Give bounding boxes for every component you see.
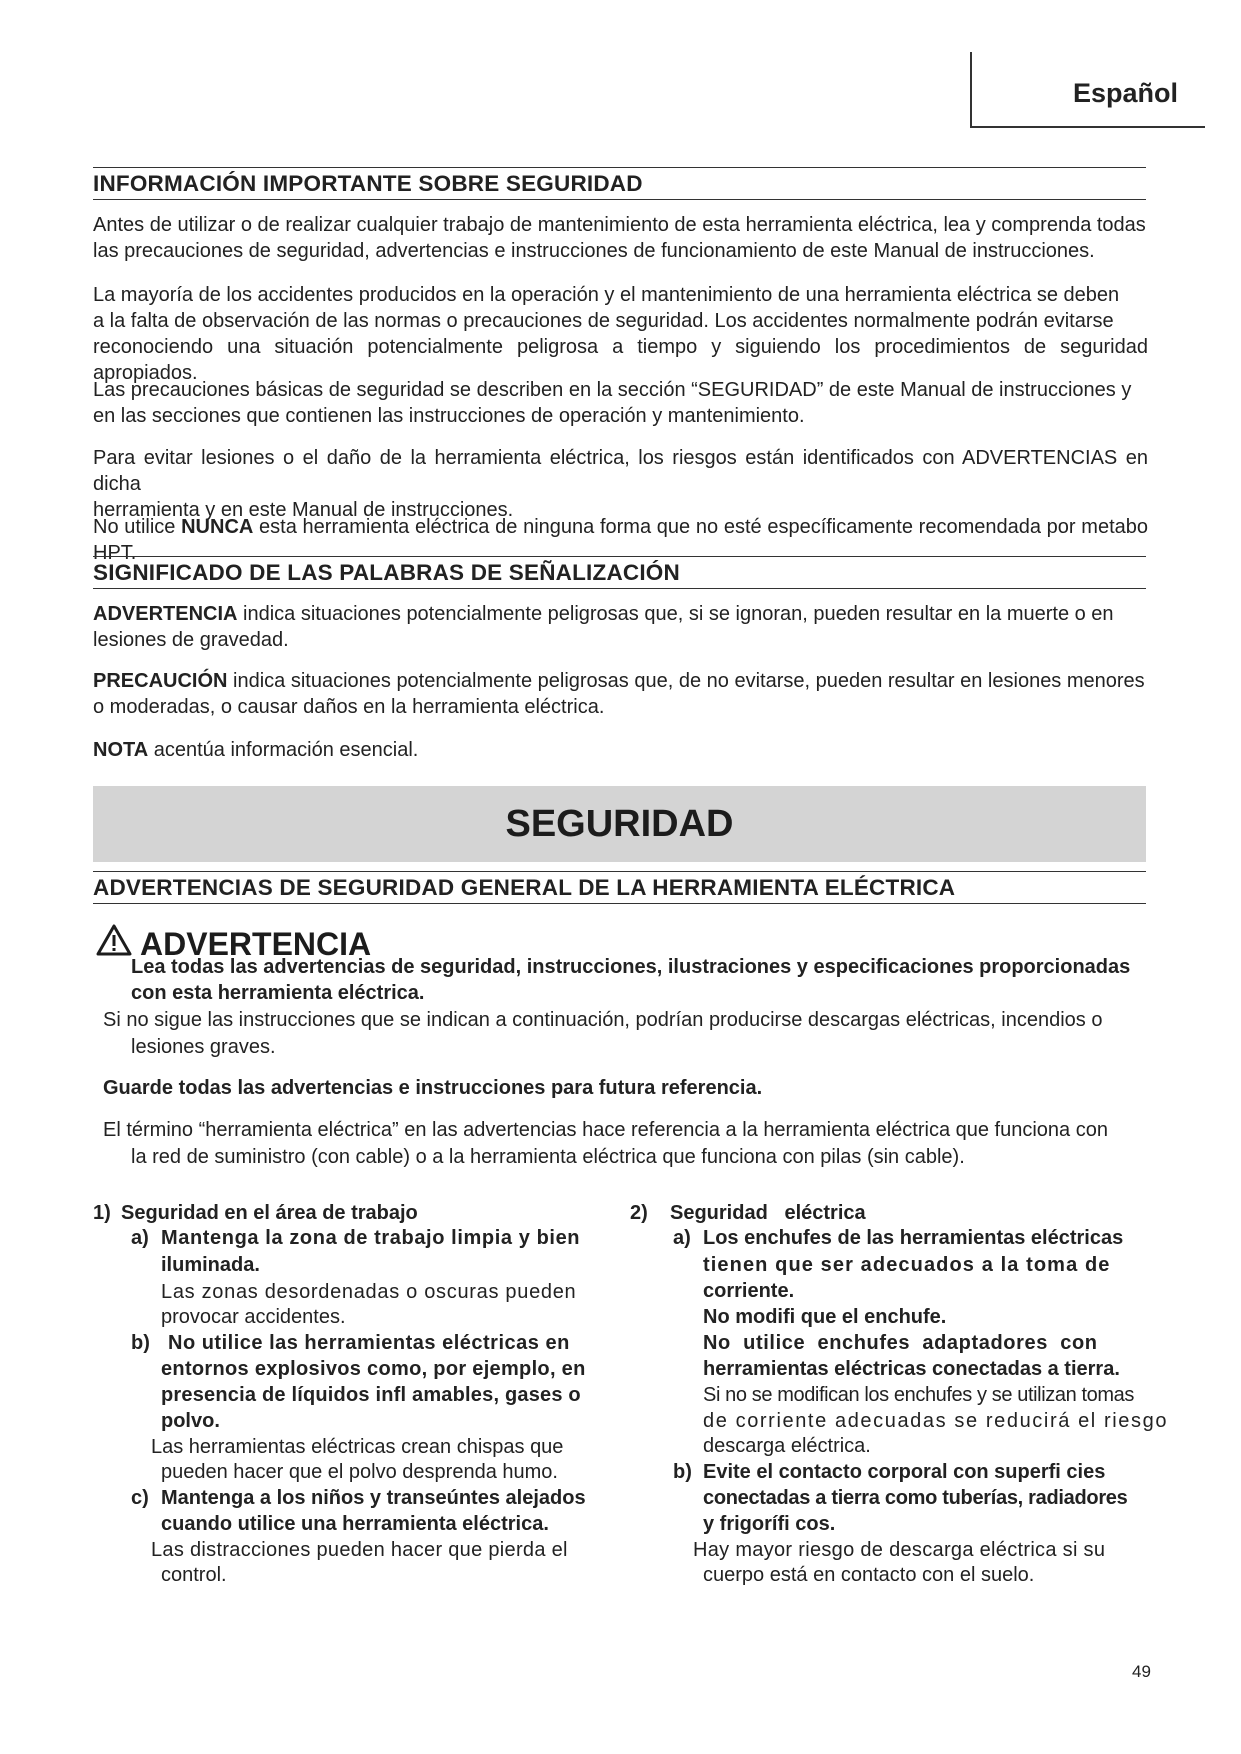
item-bold-line: presencia de líquidos infl amables, gases o	[161, 1384, 581, 1406]
list-number: 1)	[93, 1202, 111, 1224]
section-rule	[93, 588, 1146, 589]
paragraph-never-use	[93, 514, 1148, 566]
lead-line: Si no sigue las instrucciones que se indican a continuación, podrían producirse descargas eléctricas, incendios o	[103, 1009, 1103, 1031]
banner-title: SEGURIDAD	[505, 803, 734, 845]
text-line: las precauciones de seguridad, advertencias e instrucciones de funcionamiento de este Manual de instrucciones.	[93, 240, 1095, 262]
item-text-line: descarga eléctrica.	[703, 1435, 871, 1457]
term-definition-line: la red de suministro (con cable) o a la herramienta eléctrica que funciona con pilas (sin cable).	[131, 1146, 965, 1168]
term-definition-line: El término “herramienta eléctrica” en las advertencias hace referencia a la herramienta eléctrica que funciona con	[103, 1119, 1108, 1141]
item-bold-line: Evite el contacto corporal con superfi cies	[703, 1461, 1106, 1483]
section-heading-general-warnings: ADVERTENCIAS DE SEGURIDAD GENERAL DE LA HERRAMIENTA ELÉCTRICA	[93, 875, 956, 900]
term-precaucion: PRECAUCIÓN	[93, 670, 228, 692]
text-span: indica situaciones potencialmente peligrosas que, de no evitarse, pueden resultar en lesiones menores	[227, 670, 1145, 692]
section-rule	[93, 871, 1146, 872]
item-label: a)	[131, 1227, 149, 1249]
item-bold-line: No modifi que el enchufe.	[703, 1306, 947, 1328]
paragraph-risks	[93, 445, 1148, 523]
text-span: indica situaciones potencialmente peligrosas que, si se ignoran, pueden resultar en la muerte o en	[237, 603, 1114, 625]
item-bold-line: Mantenga la zona de trabajo limpia y bien	[161, 1227, 581, 1249]
section-heading-signal-words: SIGNIFICADO DE LAS PALABRAS DE SEÑALIZACIÓN	[93, 560, 680, 585]
text-line: herramienta y en este Manual de instrucciones.	[93, 499, 514, 521]
section-rule	[93, 556, 1146, 557]
item-bold-line: No utilice las herramientas eléctricas en	[168, 1332, 570, 1354]
text-line: Las precauciones básicas de seguridad se describen en la sección “SEGURIDAD” de este Manual de instrucciones y	[93, 379, 1132, 401]
text-line: Antes de utilizar o de realizar cualquier trabajo de mantenimiento de esta herramienta eléctrica, lea y comprenda todas	[93, 214, 1146, 236]
section-rule	[93, 903, 1146, 904]
text-line: a la falta de observación de las normas o precauciones de seguridad. Los accidentes normalmente podrán evitarse	[93, 310, 1114, 332]
item-text-line: cuerpo está en contacto con el suelo.	[703, 1564, 1035, 1586]
item-text-line: provocar accidentes.	[161, 1306, 346, 1328]
item-bold-line: conectadas a tierra como tuberías, radiadores	[703, 1487, 1128, 1509]
item-text-line: Si no se modifican los enchufes y se utilizan tomas	[703, 1384, 1134, 1406]
text-line: lesiones de gravedad.	[93, 629, 289, 651]
term-nota: NOTA	[93, 739, 149, 761]
text-line: Para evitar lesiones o el daño de la herramienta eléctrica, los riesgos están identificados con ADVERTENCIAS en dicha	[93, 447, 1148, 495]
item-bold-line: Los enchufes de las herramientas eléctricas	[703, 1227, 1124, 1249]
lead-bold-line: Lea todas las advertencias de seguridad, instrucciones, ilustraciones y especificaciones proporcionadas	[131, 956, 1131, 978]
item-bold-line: No utilice enchufes adaptadores con	[703, 1332, 1098, 1354]
item-bold-line: y frigorífi cos.	[703, 1513, 836, 1535]
item-bold-line: entornos explosivos como, por ejemplo, en	[161, 1358, 586, 1380]
item-label: b)	[131, 1332, 150, 1354]
text-line: reconociendo una situación potencialmente peligrosa a tiempo y siguiendo los procedimientos de seguridad apropiados.	[93, 336, 1148, 384]
paragraph-accidents	[93, 282, 1148, 386]
paragraph-basic-precautions	[93, 377, 1148, 429]
item-text-line: Las herramientas eléctricas crean chispas que	[151, 1436, 564, 1458]
text-span: acentúa información esencial.	[148, 739, 419, 761]
paragraph-intro	[93, 212, 1148, 264]
text-line: en las secciones que contienen las instrucciones de operación y mantenimiento.	[93, 405, 805, 427]
text-span: esta herramienta eléctrica de ninguna forma que no esté específicamente recomendada por metabo HPT.	[93, 516, 1148, 564]
list-number: 2)	[630, 1202, 648, 1224]
definition-nota	[93, 737, 1148, 763]
warning-title: ADVERTENCIA	[140, 925, 372, 962]
item-label: b)	[673, 1461, 692, 1483]
item-text-line: Las distracciones pueden hacer que pierda el	[151, 1539, 568, 1561]
save-instructions-note: Guarde todas las advertencias e instrucciones para futura referencia.	[103, 1077, 763, 1099]
item-bold-line: corriente.	[703, 1280, 795, 1302]
item-label: c)	[131, 1487, 149, 1509]
definition-advertencia	[93, 601, 1148, 653]
item-text-line: pueden hacer que el polvo desprenda humo.	[161, 1461, 558, 1483]
text-line: La mayoría de los accidentes producidos en la operación y el mantenimiento de una herramienta eléctrica se deben	[93, 284, 1120, 306]
definition-precaucion	[93, 668, 1148, 720]
section-rule	[93, 199, 1146, 200]
seguridad-banner	[93, 786, 1146, 862]
emphasis-never: NUNCA	[181, 516, 254, 538]
item-text-line: Las zonas desordenadas o oscuras pueden	[161, 1281, 577, 1303]
text-span: No utilice	[93, 516, 182, 538]
lead-line: lesiones graves.	[131, 1036, 276, 1058]
section-rule	[93, 167, 1146, 168]
term-advertencia: ADVERTENCIA	[93, 603, 238, 625]
electrical-safety-heading: Seguridad eléctrica	[670, 1202, 866, 1224]
text-line: o moderadas, o causar daños en la herramienta eléctrica.	[93, 696, 605, 718]
warning-triangle-icon	[96, 924, 132, 964]
item-label: a)	[673, 1227, 691, 1249]
item-bold-line: cuando utilice una herramienta eléctrica.	[161, 1513, 549, 1535]
item-bold-line: Mantenga a los niños y transeúntes alejados	[161, 1487, 586, 1509]
item-text-line: de corriente adecuadas se reducirá el riesgo	[703, 1410, 1169, 1432]
item-bold-line: tienen que ser adecuados a la toma de	[703, 1254, 1111, 1276]
item-text-line: Hay mayor riesgo de descarga eléctrica si su	[693, 1539, 1106, 1561]
section-heading-important-info: INFORMACIÓN IMPORTANTE SOBRE SEGURIDAD	[93, 171, 643, 196]
language-label: Español	[1072, 78, 1178, 108]
item-bold-line: polvo.	[161, 1410, 220, 1432]
item-text-line: control.	[161, 1564, 227, 1586]
work-area-heading: Seguridad en el área de trabajo	[121, 1202, 418, 1224]
lead-bold-line: con esta herramienta eléctrica.	[131, 982, 425, 1004]
page-number: 49	[1132, 1662, 1151, 1681]
item-bold-line: herramientas eléctricas conectadas a tierra.	[703, 1358, 1120, 1380]
item-bold-line: iluminada.	[161, 1254, 260, 1276]
